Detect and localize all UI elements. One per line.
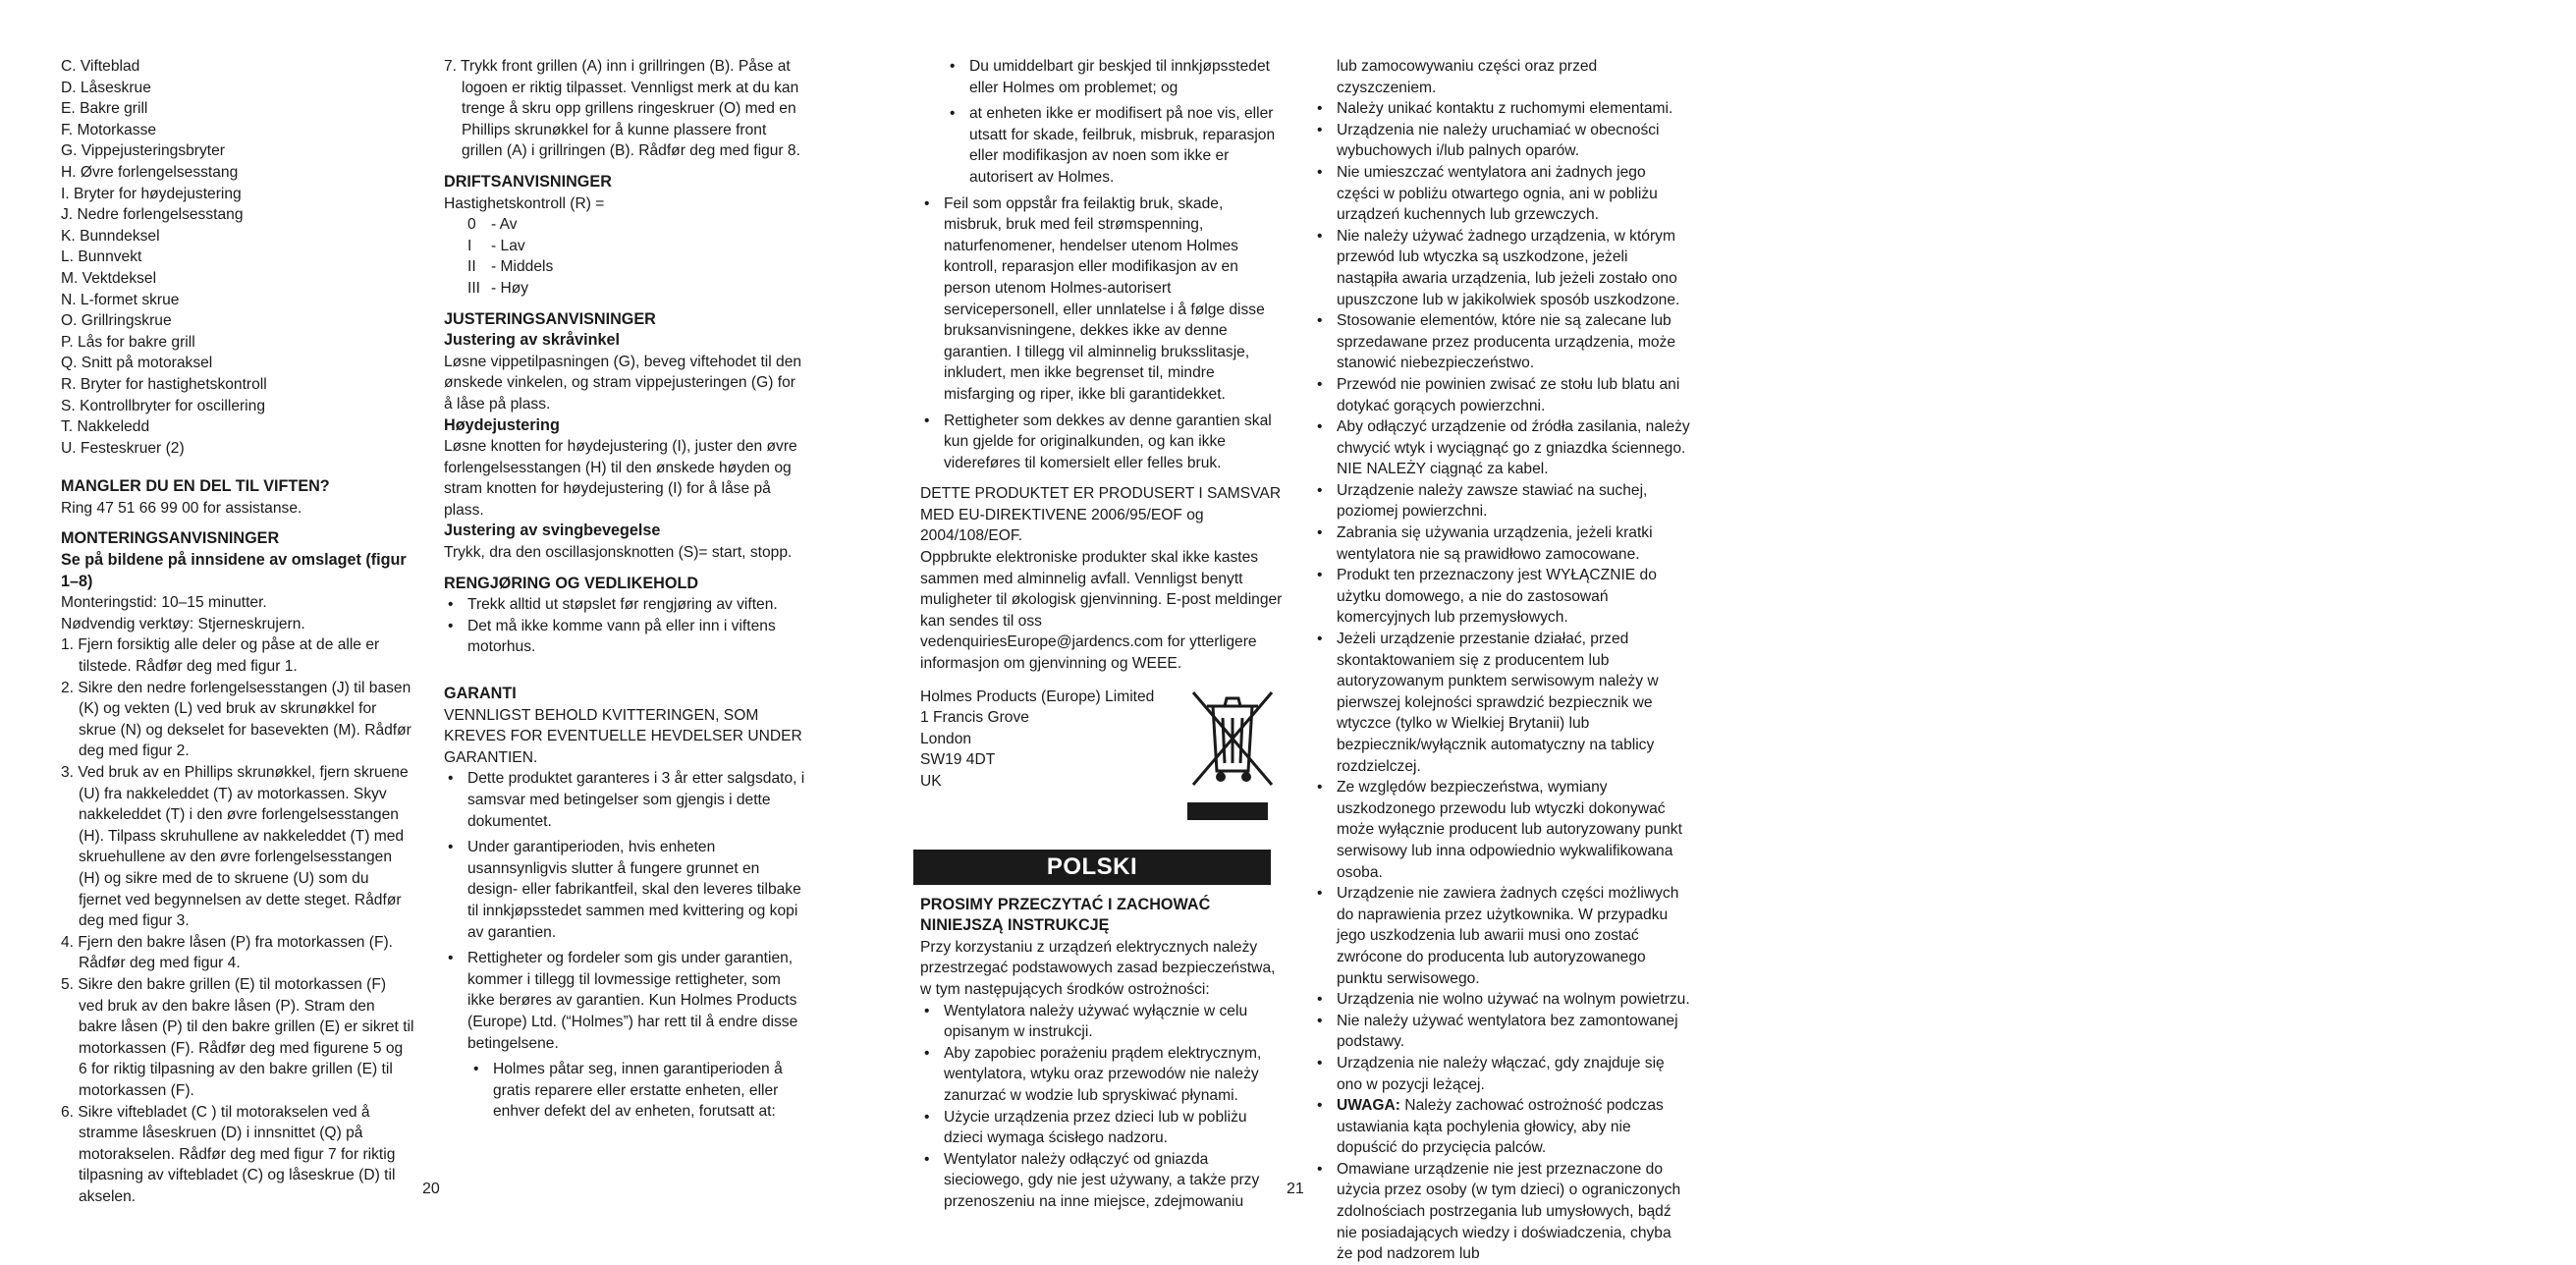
assembly-heading: MONTERINGSANVISNINGER (61, 529, 280, 548)
list-item: • Przewód nie powinien zwisać ze stołu lub blatu ani dotykać gorących powierzchni. (1313, 374, 1691, 416)
warning-label: UWAGA: (1337, 1097, 1400, 1115)
adjustment-heading: JUSTERINGSANVISNINGER (444, 309, 656, 328)
list-item: • Stosowanie elementów, które nie są zalecane lub sprzedawane przez producenta urządzenia, może stanowić niebezpieczeństwo. (1313, 310, 1691, 374)
speed-value: - Av (491, 216, 518, 234)
column-3 (920, 56, 1284, 1213)
assembly-steps-cont (444, 56, 807, 162)
list-item: 1. Fjern forsiktig alle deler og påse at de alle er tilstede. Rådfør deg med figur 1. (61, 636, 380, 676)
list-item: 7. Trykk front grillen (A) inn i grillringen (B). Påse at logoen er riktig tilpasset. Vennligst merk at du kan trenge å skru opp grillens ringeskruer (O) med en Phillips skrunøkkel for å kunne plassere front grillen (A) i grillringen (B). Rådfør deg med figur 8. (444, 58, 800, 160)
list-item: • Du umiddelbart gir beskjed til innkjøpsstedet eller Holmes om problemet; og (946, 56, 1284, 98)
list-item: • Urządzenia nie wolno używać na wolnym powietrzu. (1313, 989, 1691, 1011)
list-item: • Ze względów bezpieczeństwa, wymiany uszkodzonego przewodu lub wtyczki dokonywać może wyłącznie producent lub autoryzowany punkt serwisowy lub inna odpowiednio wykwalifikowana osoba. (1313, 777, 1691, 883)
list-item: F. Motorkasse (61, 121, 157, 138)
pl-continued-text: lub zamocowywaniu części oraz przed czyszczeniem. (1337, 58, 1598, 96)
list-item: S. Kontrollbryter for oscillering (61, 397, 265, 414)
pl-intro: Przy korzystaniu z urządzeń elektrycznych należy przestrzegać podstawowych zasad bezpieczeństwa, w tym następujących środków ostrożności: (920, 938, 1276, 998)
list-item: U. Festeskruer (2) (61, 439, 185, 457)
list-item: • Nie umieszczać wentylatora ani żadnych jego części w pobliżu otwartego ognia, ani w pobliżu urządzeń kuchennych lub grzewczych. (1313, 162, 1691, 226)
list-item: • Aby odłączyć urządzenie od źródła zasilania, należy chwycić wtyk i wyciągnąć go z gniazdka ściennego. NIE NALEŻY ciągnąć za kabel. (1313, 416, 1691, 480)
page-number-right: 21 (1287, 1181, 1304, 1197)
speed-list (444, 214, 807, 299)
list-item: D. Låseskrue (61, 79, 151, 96)
speed-key: II (467, 258, 476, 276)
speed-value: - Lav (491, 237, 525, 254)
list-item: • Under garantiperioden, hvis enheten usannsynligvis slutter å fungere grunnet en design- eller fabrikantfeil, skal den leveres tilbake til innkjøpsstedet sammen med kvittering og kopi av garantien. (444, 837, 807, 943)
warranty-heading: GARANTI (444, 685, 517, 703)
address-line: Holmes Products (Europe) Limited (920, 688, 1155, 705)
missing-part-text: Ring 47 51 66 99 00 for assistanse. (61, 499, 302, 517)
tilt-heading: Justering av skråvinkel (444, 331, 621, 350)
list-item (467, 236, 807, 257)
list-item: • Dette produktet garanteres i 3 år etter salgsdato, i samsvar med betingelser som gjengis i dette dokumentet. (444, 768, 807, 832)
column-4 (1313, 56, 1691, 1265)
assembly-time: Monteringstid: 10–15 minutter. (61, 594, 267, 612)
list-item: K. Bunndeksel (61, 227, 160, 245)
list-item: • Urządzenia nie należy uruchamiać w obecności wybuchowych i/lub palnych oparów. (1313, 120, 1691, 162)
list-item: T. Nakkeledd (61, 418, 150, 436)
list-item: N. L-formet skrue (61, 291, 180, 308)
list-item: • Nie należy używać wentylatora bez zamontowanej podstawy. (1313, 1011, 1691, 1053)
warranty-conditions (920, 56, 1284, 189)
list-item (467, 278, 807, 300)
list-item: • Feil som oppstår fra feilaktig bruk, skade, misbruk, bruk med feil strømspenning, naturfenomener, hendelser utenom Holmes kontroll, reparasjon eller modifikasjon av en person utenom Holmes-autorisert servicepersonell, eller unnlatelse i å følge disse bruksanvisningene, dekkes ikke av denne garantien. I tillegg vil alminnelig bruksslitasje, inkludert, men ikke begrenset til, mindre misfarging og riper, ikke bli garantidekket. (920, 193, 1284, 406)
list-item: • Wentylatora należy używać wyłącznie w celu opisanym w instrukcji. (920, 1001, 1284, 1043)
page-number-left: 20 (422, 1181, 440, 1197)
list-item: H. Øvre forlengelsesstang (61, 163, 239, 181)
list-item: • at enheten ikke er modifisert på noe vis, eller utsatt for skade, feilbruk, misbruk, reparasjon eller modifikasjon av noen som ikke er autorisert av Holmes. (946, 103, 1284, 188)
list-item: • Holmes påtar seg, innen garantiperioden å gratis reparere eller erstatte enheten, eller enhver defekt del av enheten, forutsatt at: (469, 1059, 807, 1123)
list-item: J. Nedre forlengelsesstang (61, 206, 244, 224)
list-item: • Zabrania się używania urządzenia, jeżeli kratki wentylatora nie są prawidłowo zamocowane. (1313, 522, 1691, 565)
operation-heading: DRIFTSANVISNINGER (444, 172, 612, 191)
list-item: • Urządzenie nie zawiera żadnych części możliwych do naprawienia przez użytkownika. W przypadku jego uszkodzenia lub awarii musi ono zostać zwrócone do producenta lub autoryzowanego punktu serwisowego. (1313, 883, 1691, 989)
warranty-caps: VENNLIGST BEHOLD KVITTERINGEN, SOM KREVES FOR EVENTUELLE HEVDELSER UNDER GARANTIEN. (444, 706, 802, 766)
list-item: P. Lås for bakre grill (61, 333, 195, 351)
speed-key: III (467, 279, 480, 297)
list-item: • Użycie urządzenia przez dzieci lub w pobliżu dzieci wymaga ścisłego nadzoru. (920, 1107, 1284, 1149)
cleaning-heading: RENGJØRING OG VEDLIKEHOLD (444, 574, 699, 592)
oscillation-heading: Justering av svingbevegelse (444, 522, 661, 540)
list-item: 3. Ved bruk av en Phillips skrunøkkel, fjern skruene (U) fra nakkeleddet (T) av motorkassen. Skyv nakkeleddet (T) i den øvre forlengelsesstangen (H). Tilpass skruhullene av nakkeleddet (T) med skruehullene av den øvre forlengelsesstangen (H) og sikre med de to skruene (U) som du fjernet ved begynnelsen av dette steget. Rådfør deg med figur 3. (61, 764, 409, 930)
list-item: C. Vifteblad (61, 58, 140, 75)
list-item: L. Bunnvekt (61, 248, 142, 266)
speed-value: - Høy (491, 279, 529, 297)
address-line: SW19 4DT (920, 751, 996, 769)
language-banner: POLSKI (913, 850, 1271, 885)
speed-control-label: Hastighetskontroll (R) = (444, 194, 605, 212)
list-item: • Nie należy używać żadnego urządzenia, w którym przewód lub wtyczka są uszkodzone, jeżeli nastąpiła awaria urządzenia, lub jeżeli zostało ono upuszczone lub w jakikolwiek sposób uszkodzone. (1313, 226, 1691, 310)
oscillation-text: Trykk, dra den oscillasjonsknotten (S)= start, stopp. (444, 544, 793, 562)
list-item: • Trekk alltid ut støpslet før rengjøring av viften. (444, 594, 807, 616)
list-item: I. Bryter for høydejustering (61, 185, 242, 202)
pl-safety-list-cont (1313, 98, 1691, 1265)
parts-list (61, 56, 414, 459)
list-item: • Jeżeli urządzenie przestanie działać, przed skontaktowaniem się z producentem lub autoryzowanym punktem serwisowym należy w pierwszej kolejności sprawdzić bezpiecznik we wtyczce (tylko w Wielkiej Brytanii) lub bezpiecznik/wyłącznik automatyczny na tablicy rozdzielczej. (1313, 629, 1691, 777)
list-item (467, 256, 807, 278)
list-item: • Urządzenie należy zawsze stawiać na suchej, poziomej powierzchni. (1313, 480, 1691, 522)
missing-part-heading: MANGLER DU EN DEL TIL VIFTEN? (61, 477, 330, 496)
address-line: London (920, 730, 972, 747)
list-item: • Wentylator należy odłączyć od gniazda sieciowego, gdy nie jest używany, a także przy przenoszeniu na inne miejsce, zdejmowaniu (920, 1149, 1284, 1213)
list-item: E. Bakre grill (61, 100, 148, 118)
warranty-list (444, 768, 807, 1054)
list-item: • Aby zapobiec porażeniu prądem elektrycznym, wentylatora, wtyku oraz przewodów nie należy zanurzać w wodzie lub spryskiwać płynami. (920, 1043, 1284, 1107)
address-line: UK (920, 773, 942, 790)
list-item: • Produkt ten przeznaczony jest WYŁĄCZNIE do użytku domowego, a nie do zastosowań komercyjnych lub przemysłowych. (1313, 565, 1691, 629)
list-item: G. Vippejusteringsbryter (61, 142, 225, 160)
cleaning-list (444, 594, 807, 658)
list-item: • Należy unikać kontaktu z ruchomymi elementami. (1313, 98, 1691, 120)
assembly-subheading: Se på bildene på innsidene av omslaget (figur 1–8) (61, 551, 407, 590)
list-item: R. Bryter for hastighetskontroll (61, 375, 267, 393)
list-item: • Det må ikke komme vann på eller inn i viftens motorhus. (444, 616, 807, 658)
list-item: • Rettigheter som dekkes av denne garantien skal kun gjelde for originalkunden, og kan ikke videreføres til komersielt eller felles bruk. (920, 411, 1284, 474)
warranty-sublist (444, 1059, 807, 1123)
speed-key: I (467, 237, 472, 254)
column-2 (444, 56, 807, 1128)
column-1 (61, 56, 414, 1207)
list-item: • Urządzenia nie należy włączać, gdy znajduje się ono w pozycji leżącej. (1313, 1053, 1691, 1095)
list-item: Q. Snitt på motoraksel (61, 355, 213, 372)
list-item: 2. Sikre den nedre forlengelsesstangen (J) til basen (K) og vekten (L) ved bruk av skrunøkkel for skrue (N) og dekselet for basevekten (M). Rådfør deg med figur 2. (61, 679, 411, 760)
assembly-tools: Nødvendig verktøy: Stjerneskrujern. (61, 615, 305, 632)
list-item: 5. Sikre den bakre grillen (E) til motorkassen (F) ved bruk av den bakre låsen (P). Stram den bakre låsen (P) til den bakre grillen (E) er sikret til motorkassen (F). Rådfør deg med figurene 5 og 6 for riktig tilpasning av den bakre grillen (E) til motorkassen (F). (61, 975, 414, 1099)
pl-safety-list (920, 1001, 1284, 1213)
list-item: • Rettigheter og fordeler som gis under garantien, kommer i tillegg til lovmessige rettigheter, som ikke berøres av garantien. Kun Holmes Products (Europe) Ltd. (“Holmes”) har rett til å endre disse betingelsene. (444, 948, 807, 1054)
speed-key: 0 (467, 216, 476, 234)
list-item: M. Vektdeksel (61, 269, 157, 287)
weee-text: Oppbrukte elektroniske produkter skal ikke kastes sammen med alminnelig avfall. Vennligst benytt muligheter til økologisk gjenvinning. E-post meldinger kan sendes til oss vedenquiriesEurope@jardencs.com for ytterligere informasjon om gjenvinning og WEEE. (920, 549, 1283, 673)
address-line: 1 Francis Grove (920, 709, 1029, 727)
address-block (920, 687, 1284, 793)
warning-text: Należy zachować ostrożność podczas ustawiania kąta pochylenia głowicy, aby nie dopuścić do przycięcia palców. (1337, 1097, 1664, 1157)
speed-value: - Middels (491, 258, 554, 276)
pl-heading: PROSIMY PRZECZYTAĆ I ZACHOWAĆ NINIEJSZĄ INSTRUKCJĘ (920, 895, 1211, 935)
height-text: Løsne knotten for høydejustering (I), juster den øvre forlengelsesstangen (H) til den ønskede høyden og stram knotten for høydejustering (I) for å låse på plass. (444, 438, 797, 519)
height-heading: Høydejustering (444, 415, 560, 434)
eu-directive-text: DETTE PRODUKTET ER PRODUSERT I SAMSVAR MED EU-DIREKTIVENE 2006/95/EOF og 2004/108/EOF. (920, 485, 1282, 545)
weee-bar (1187, 802, 1268, 820)
assembly-steps (61, 634, 414, 1207)
list-item: O. Grillringskrue (61, 312, 172, 330)
list-item: • Omawiane urządzenie nie jest przeznaczone do użycia przez osoby (w tym dzieci) o ograniczonych zdolnościach postrzegania lub umysłowych, bądź nie posiadających wiedzy i doświadczenia, chyba że pod nadzorem lub (1313, 1159, 1691, 1265)
list-item (1313, 1095, 1691, 1159)
tilt-text: Løsne vippetilpasningen (G), beveg viftehodet til den ønskede vinkelen, og stram vippejusteringen (G) for å låse på plass. (444, 353, 802, 412)
warranty-exclusions (920, 193, 1284, 474)
weee-bin-icon (1185, 687, 1280, 795)
list-item (467, 214, 807, 236)
list-item: 6. Sikre viftebladet (C ) til motorakselen ved å stramme låseskruen (D) i innsnittet (Q) på motorakselen. Rådfør deg med figur 7 for riktig tilpasning av viftebladet (C) og låseskrue (D) til akselen. (61, 1103, 396, 1205)
list-item: 4. Fjern den bakre låsen (P) fra motorkassen (F). Rådfør deg med figur 4. (61, 933, 393, 972)
